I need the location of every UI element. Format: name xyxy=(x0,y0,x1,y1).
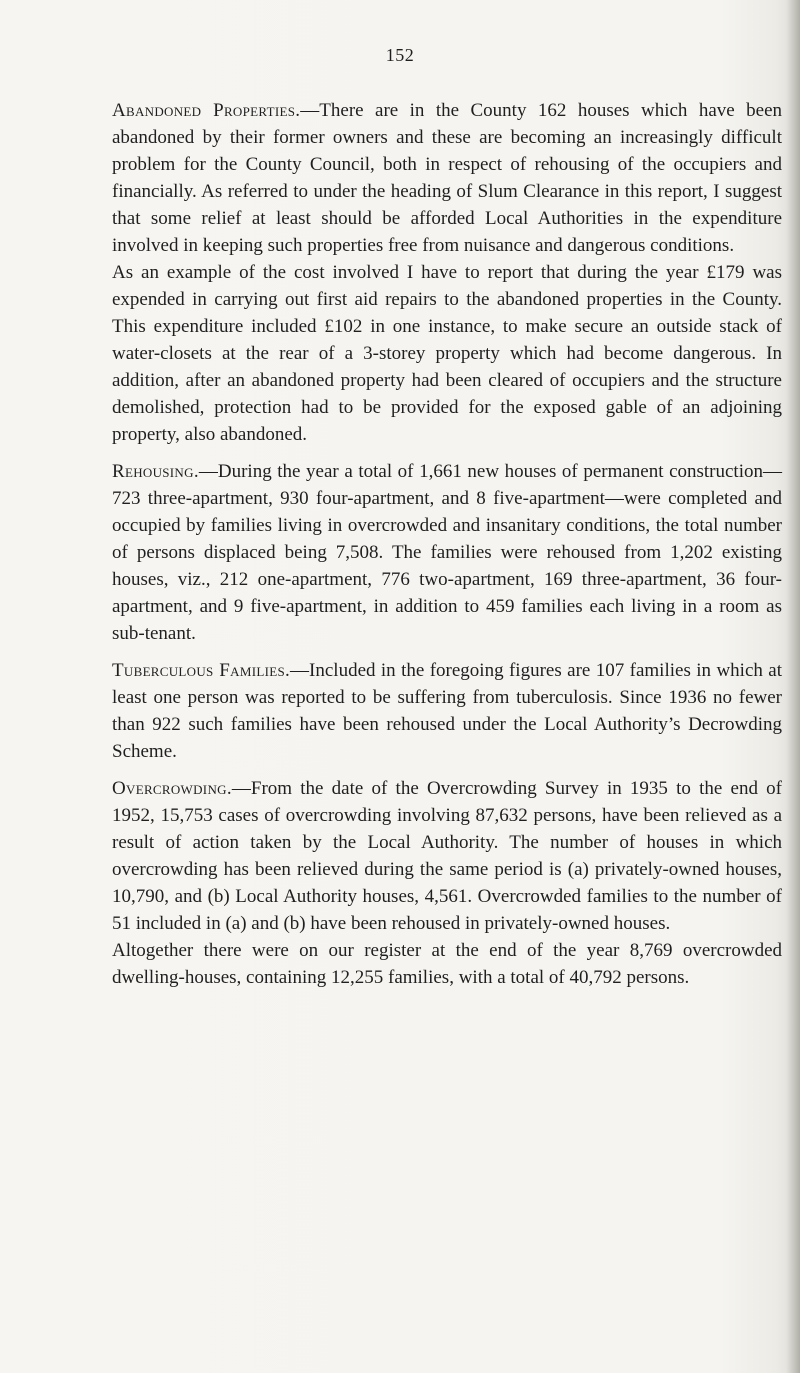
overcrowding-register-paragraph xyxy=(112,937,782,991)
abandoned-cost-text: As an example of the cost involved I have to report that during the year £179 was expended in carrying out first aid repairs to the abandoned properties in the County. This expenditure included £102 in one instance, to make secure an outside stack of water-closets at the rear of a 3-storey property which had become dangerous. In addition, after an abandoned property had been cleared of occupiers and the structure demolished, protection had to be provided for the exposed gable of an adjoining property, also abandoned. xyxy=(112,262,782,445)
abandoned-properties-paragraph xyxy=(112,97,782,259)
abandoned-properties-text: —There are in the County 162 houses which have been abandoned by their former owners and these are becoming an increasingly difficult problem for the County Council, both in respect of rehousing of the occupiers and financially. As referred to under the heading of Slum Clearance in this report, I suggest that some relief at least should be afforded Local Authorities in the expenditure involved in keeping such properties free from nuisance and dangerous conditions. xyxy=(112,100,782,256)
tuberculous-families-paragraph xyxy=(112,657,782,765)
abandoned-cost-paragraph xyxy=(112,259,782,448)
overcrowding-heading: Overcrowding. xyxy=(112,778,232,799)
overcrowding-text: —From the date of the Overcrowding Survey in 1935 to the end of 1952, 15,753 cases of overcrowding involving 87,632 persons, have been relieved as a result of action taken by the Local Authority. The number of houses in which overcrowding has been relieved during the same period is (a) privately-owned houses, 10,790, and (b) Local Authority houses, 4,561. Overcrowded families to the number of 51 included in (a) and (b) have been rehoused in privately-owned houses. xyxy=(112,778,782,934)
page-number: 152 xyxy=(385,45,415,65)
tuberculous-families-heading: Tuberculous Families. xyxy=(112,660,291,681)
rehousing-text: —During the year a total of 1,661 new houses of permanent construction—723 three-apartment, 930 four-apartment, and 8 five-apartment—were completed and occupied by families living in overcrowded and insanitary conditions, the total number of persons displaced being 7,508. The families were rehoused from 1,202 existing houses, viz., 212 one-apartment, 776 two-apartment, 169 three-apartment, 36 four-apartment, and 9 five-apartment, in addition to 459 families each living in a room as sub-tenant. xyxy=(112,461,782,644)
tuberculous-families-text: —Included in the foregoing figures are 107 families in which at least one person was reported to be suffering from tuberculosis. Since 1936 no fewer than 922 such families have been rehoused under the Local Authority’s Decrowding Scheme. xyxy=(112,660,782,762)
abandoned-properties-heading: Abandoned Properties. xyxy=(112,100,301,121)
overcrowding-paragraph xyxy=(112,775,782,937)
page-edge-shadow xyxy=(786,0,800,1373)
page-body xyxy=(112,97,782,991)
rehousing-heading: Rehousing. xyxy=(112,461,199,482)
rehousing-paragraph xyxy=(112,458,782,647)
overcrowding-register-text: Altogether there were on our register at the end of the year 8,769 overcrowded dwelling-houses, containing 12,255 families, with a total of 40,792 persons. xyxy=(112,940,782,988)
